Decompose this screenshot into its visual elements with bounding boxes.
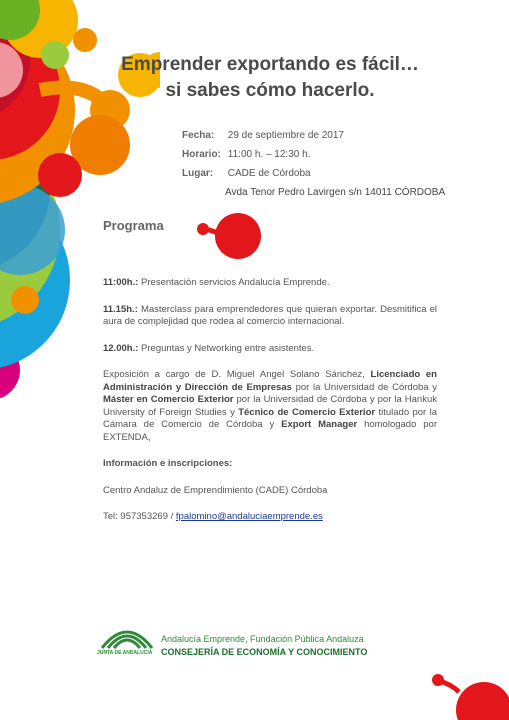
lugar-label: Lugar:: [182, 168, 214, 179]
junta-andalucia-logo: [98, 620, 156, 652]
event-title: [120, 52, 420, 104]
programa-item: 11.15h.: Masterclass para emprendedores que quieran exportar. Desmitifica el aura de complejidad que rodea al comercio internacional.: [103, 303, 438, 327]
fecha-label: Fecha:: [182, 130, 215, 141]
programa-item: 12.00h.: Preguntas y Networking entre asistentes.: [103, 342, 315, 354]
programa-item: 11:00h.: Presentación servicios Andalucía Emprende.: [103, 277, 330, 288]
horario-label: Horario:: [182, 149, 221, 160]
footer-text: [161, 633, 367, 659]
exposicion-paragraph: Exposición a cargo de D. Miguel Angel Solano Sánchez, Licenciado en Administración y Dirección de Empresas por la Universidad de Córdoba y Máster en Comercio Exterior por la Universidad de Córdoba y por la Hankuk University of Foreign Studies y Técnico de Comercio Exterior titulado por la Cámara de Comercio de Córdoba y Export Manager homologado por EXTENDA,: [103, 369, 437, 443]
logo-caption: JUNTA DE ANDALUCIA: [97, 650, 153, 656]
info-contact: [103, 511, 437, 524]
programa-heading: Programa: [103, 218, 164, 233]
event-details: [182, 126, 445, 202]
title-line-1: Emprender exportando es fácil…: [121, 54, 419, 75]
lugar-row: [182, 164, 445, 183]
lugar-value: CADE de Córdoba: [227, 168, 311, 179]
title-line-2: si sabes cómo hacerlo.: [165, 80, 375, 101]
horario-row: [182, 145, 445, 164]
footer-line-2: CONSEJERÍA DE ECONOMÍA Y CONOCIMIENTO: [161, 647, 368, 657]
programa-content: [103, 277, 437, 538]
footer-line-1: Andalucía Emprende, Fundación Pública Andaluza: [161, 634, 364, 644]
red-bubble-icon: [196, 213, 266, 263]
fecha-row: [182, 126, 445, 145]
info-heading: Información e inscripciones:: [103, 458, 233, 469]
info-center: Centro Andaluz de Emprendimiento (CADE) Córdoba: [103, 484, 328, 496]
tel-text: Tel: 957353269 /: [103, 511, 176, 522]
address: Avda Tenor Pedro Lavirgen s/n 14011 CÓRDOBA: [225, 187, 446, 198]
decorative-bubble-bottom-right: [429, 668, 509, 720]
fecha-value: 29 de septiembre de 2017: [227, 130, 344, 141]
email-link[interactable]: fpalomino@andaluciaemprende.es: [175, 511, 323, 522]
horario-value: 11:00 h. – 12:30 h.: [227, 149, 311, 160]
